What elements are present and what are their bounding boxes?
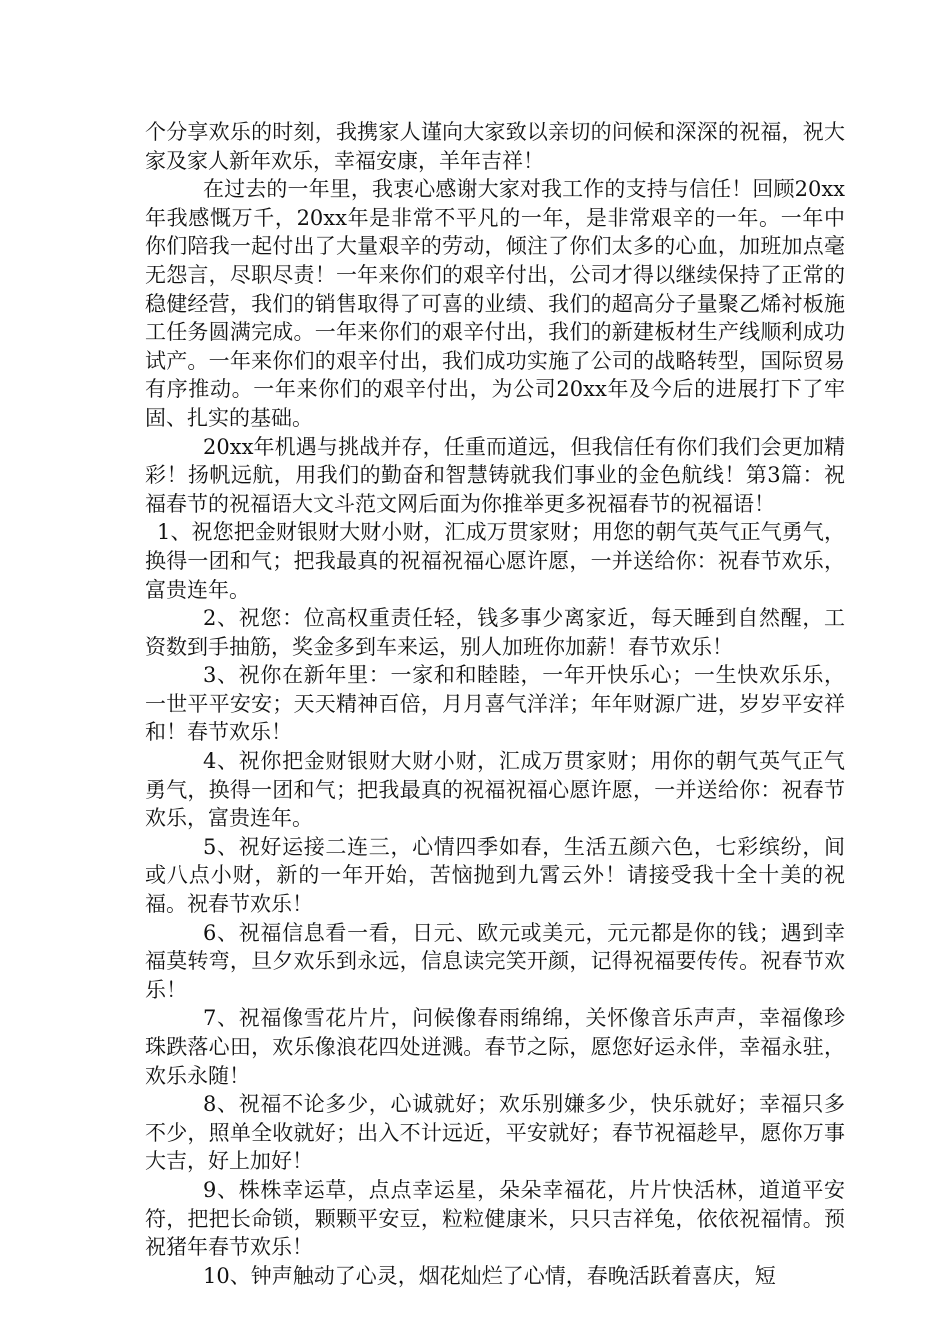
- list-item-5: 5、祝好运接二连三，心情四季如春，生活五颜六色，七彩缤纷，间或八点小财，新的一年开始，苦恼抛到九霄云外！请接受我十全十美的祝福。祝春节欢乐！: [145, 834, 845, 917]
- paragraph-3: 20xx年机遇与挑战并存，任重而道远，但我信任有你们我们会更加精彩！扬帆远航，用我们的勤奋和智慧铸就我们事业的金色航线！第3篇：祝福春节的祝福语大文斗范文网后面为你推举更多祝福春节的祝福语！: [145, 434, 845, 516]
- paragraph-1: 个分享欢乐的时刻，我携家人谨向大家致以亲切的问候和深深的祝福，祝大家及家人新年欢乐，幸福安康，羊年吉祥！: [145, 120, 845, 173]
- list-item-4: 4、祝你把金财银财大财小财，汇成万贯家财；用你的朝气英气正气勇气，换得一团和气；把我最真的祝福祝福心愿许愿，一并送给你：祝春节欢乐，富贵连年。: [145, 749, 845, 831]
- paragraph-2: 在过去的一年里，我衷心感谢大家对我工作的支持与信任！回顾20xx年我感慨万千，20xx年是非常不平凡的一年，是非常艰辛的一年。一年中你们陪我一起付出了大量艰辛的劳动，倾注了你们太多的心血，加班加点毫无怨言，尽职尽责！一年来你们的艰辛付出，公司才得以继续保持了正常的稳健经营，我们的销售取得了可喜的业绩、我们的超高分子量聚乙烯衬板施工任务圆满完成。一年来你们的艰辛付出，我们的新建板材生产线顺利成功试产。一年来你们的艰辛付出，我们成功实施了公司的战略转型，国际贸易有序推动。一年来你们的艰辛付出，为公司20xx年及今后的进展打下了牢固、扎实的基础。: [145, 177, 845, 430]
- list-item-10: 10、钟声触动了心灵，烟花灿烂了心情，春晚活跃着喜庆，短: [203, 1263, 776, 1288]
- list-item-2: 2、祝您：位高权重责任轻，钱多事少离家近，每天睡到自然醒，工资数到手抽筋，奖金多到车来运，别人加班你加薪！春节欢乐！: [145, 606, 845, 659]
- document-body: [145, 118, 845, 1290]
- list-item-1: 1、祝您把金财银财大财小财，汇成万贯家财；用您的朝气英气正气勇气，换得一团和气；把我最真的祝福祝福心愿许愿，一并送给你：祝春节欢乐，富贵连年。: [145, 520, 845, 602]
- list-item-6: 6、祝福信息看一看，日元、欧元或美元，元元都是你的钱；遇到幸福莫转弯，旦夕欢乐到永远，信息读完笑开颜，记得祝福要传传。祝春节欢乐！: [145, 920, 845, 1002]
- list-item-3: 3、祝你在新年里：一家和和睦睦，一年开快乐心；一生快欢乐乐，一世平平安安；天天精神百倍，月月喜气洋洋；年年财源广进，岁岁平安祥和！春节欢乐！: [145, 663, 845, 745]
- list-item-9: 9、株株幸运草，点点幸运星，朵朵幸福花，片片快活林，道道平安符，把把长命锁，颗颗平安豆，粒粒健康米，只只吉祥兔，依依祝福情。预祝猪年春节欢乐！: [145, 1177, 845, 1260]
- list-item-7: 7、祝福像雪花片片，问候像春雨绵绵，关怀像音乐声声，幸福像珍珠跌落心田，欢乐像浪花四处迸溅。春节之际，愿您好运永伴，幸福永驻，欢乐永随！: [145, 1006, 845, 1088]
- list-item-8: 8、祝福不论多少，心诚就好；欢乐别嫌多少，快乐就好；幸福只多不少，照单全收就好；出入不计远近，平安就好；春节祝福趁早，愿你万事大吉，好上加好！: [145, 1092, 845, 1174]
